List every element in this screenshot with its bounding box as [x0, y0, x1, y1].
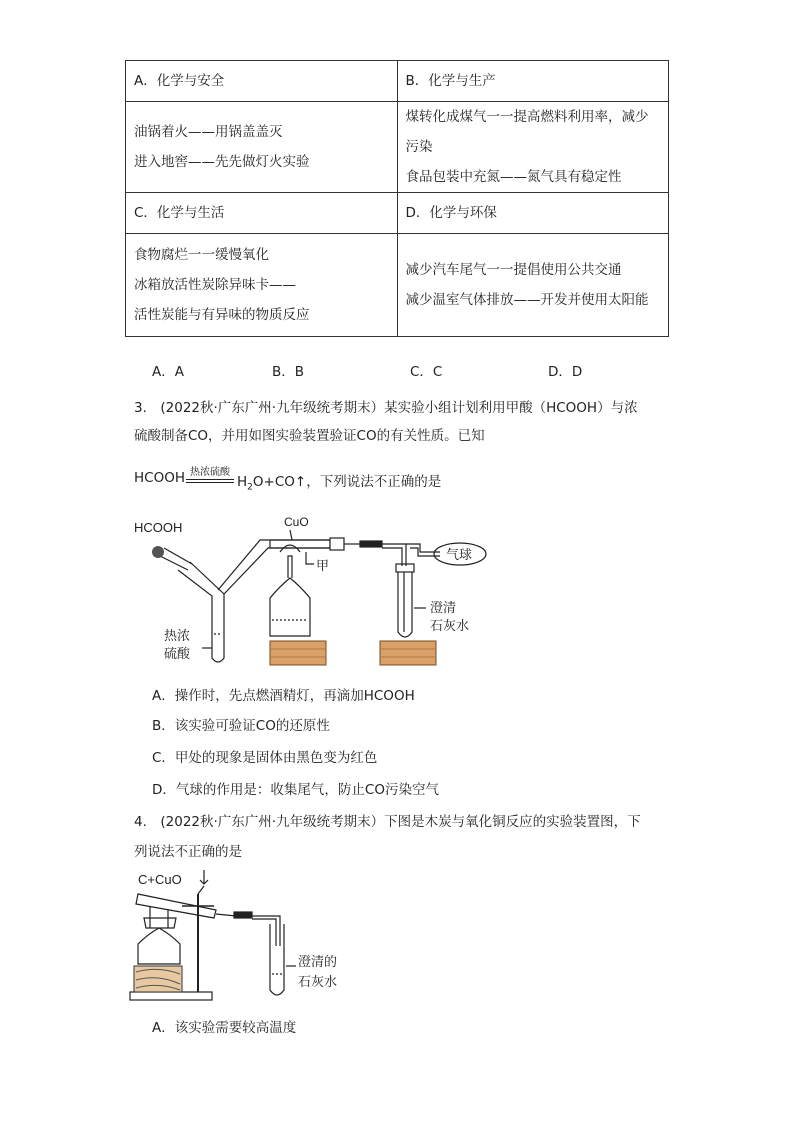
choice-a[interactable]: A．A: [152, 364, 184, 380]
cell-c-head: C．化学与生活: [126, 193, 398, 234]
label-cuo: CuO: [284, 515, 309, 529]
wood-block-left: [270, 641, 326, 665]
cell-a-head: A．化学与安全: [126, 61, 398, 102]
options-table: [125, 60, 669, 337]
table-line: 煤转化成煤气一一提高燃料利用率，减少污染: [405, 109, 649, 155]
equation-reactant: HCOOH: [134, 470, 185, 486]
test-tube: [398, 572, 412, 637]
table-line: 油锅着火——用锅盖盖灭: [134, 124, 283, 140]
arrow-icon: [200, 870, 208, 884]
rubber-tube: [234, 912, 252, 918]
equation-condition: 热浓硫酸: [190, 467, 230, 478]
q4-option-a[interactable]: A．该实验需要较高温度: [152, 1020, 297, 1036]
receiving-test-tube: [270, 924, 284, 995]
delivery-tube: [252, 916, 280, 946]
label-balloon: 气球: [446, 547, 473, 562]
q4-stem-line2: 列说法不正确的是: [134, 844, 242, 860]
equation-arrow: [186, 465, 234, 485]
connecting-tube: [382, 544, 406, 566]
label-lime-2: 石灰水: [430, 618, 470, 633]
tube-stopper: [330, 538, 344, 550]
cuo-leader: [290, 530, 292, 540]
wire-gauze: [144, 918, 176, 928]
alcohol-lamp: [270, 578, 310, 636]
wood-block-right: [380, 641, 436, 665]
cell-c-body: [126, 234, 398, 337]
choice-c[interactable]: C．C: [410, 364, 443, 380]
horizontal-glass-tube: [270, 540, 330, 548]
q3-option-c[interactable]: C．甲处的现象是固体由黑色变为红色: [152, 750, 378, 766]
q3-apparatus-figure: [120, 508, 510, 673]
rubber-tube: [360, 541, 382, 547]
cell-b-head: B．化学与生产: [397, 61, 669, 102]
q3-stem-line1: 3. (2022秋·广东广州·九年级统考期末）某实验小组计划利用甲酸（HCOOH）与浓: [134, 400, 638, 416]
lamp-wick: [288, 556, 292, 578]
label-lime-1: 澄清的: [298, 954, 338, 969]
q3-option-a[interactable]: A．操作时，先点燃酒精灯，再滴加HCOOH: [152, 688, 415, 704]
q3-option-d[interactable]: D．气球的作用是：收集尾气，防止CO污染空气: [152, 782, 439, 798]
equation-products: $H_2O+CO↑$，下列说法不正确的是: [237, 474, 442, 493]
choice-b[interactable]: B．B: [272, 364, 305, 380]
dropper-bulb: [152, 546, 164, 558]
cell-d-body: [397, 234, 669, 337]
label-hcooh: HCOOH: [134, 520, 183, 535]
label-lime-1: 澄清: [430, 600, 457, 615]
table-line: 减少温室气体排放——开发并使用太阳能: [405, 292, 649, 308]
label-reactants: C+CuO: [138, 872, 182, 887]
table-line: 减少汽车尾气一一提倡使用公共交通: [405, 262, 622, 278]
q3-stem-line2: 硫酸制备CO，并用如图实验装置验证CO的有关性质。已知: [134, 428, 485, 444]
table-line: 冰箱放活性炭除异味卡——: [134, 277, 296, 293]
choice-d[interactable]: D．D: [548, 364, 583, 380]
test-tube-stopper: [396, 564, 414, 572]
stand-base: [130, 992, 212, 1000]
label-jia: 甲: [316, 558, 330, 573]
cell-b-body: [397, 102, 669, 193]
label-acid-2: 硫酸: [164, 646, 191, 661]
table-line: 食物腐烂一一缓慢氧化: [134, 247, 269, 263]
table-line: 进入地窖——先先做灯火实验: [134, 154, 310, 170]
q3-option-b[interactable]: B．该实验可验证CO的还原性: [152, 718, 330, 734]
cell-d-head: D．化学与环保: [397, 193, 669, 234]
label-lime-2: 石灰水: [298, 974, 338, 989]
table-line: 食品包装中充氮——氮气具有稳定性: [405, 169, 622, 185]
q4-stem-line1: 4. (2022秋·广东广州·九年级统考期末）下图是木炭与氧化铜反应的实验装置图，下: [134, 814, 641, 830]
label-acid-1: 热浓: [164, 628, 191, 643]
q2-choices: [152, 360, 612, 380]
jia-leader: [306, 552, 314, 564]
wood-block: [134, 966, 182, 992]
q4-apparatus-figure: [124, 866, 364, 1010]
dropper: [160, 548, 192, 570]
cell-a-body: [126, 102, 398, 193]
table-line: 活性炭能与有异味的物质反应: [134, 307, 310, 323]
q3-equation: [134, 460, 604, 494]
alcohol-lamp: [138, 928, 180, 964]
